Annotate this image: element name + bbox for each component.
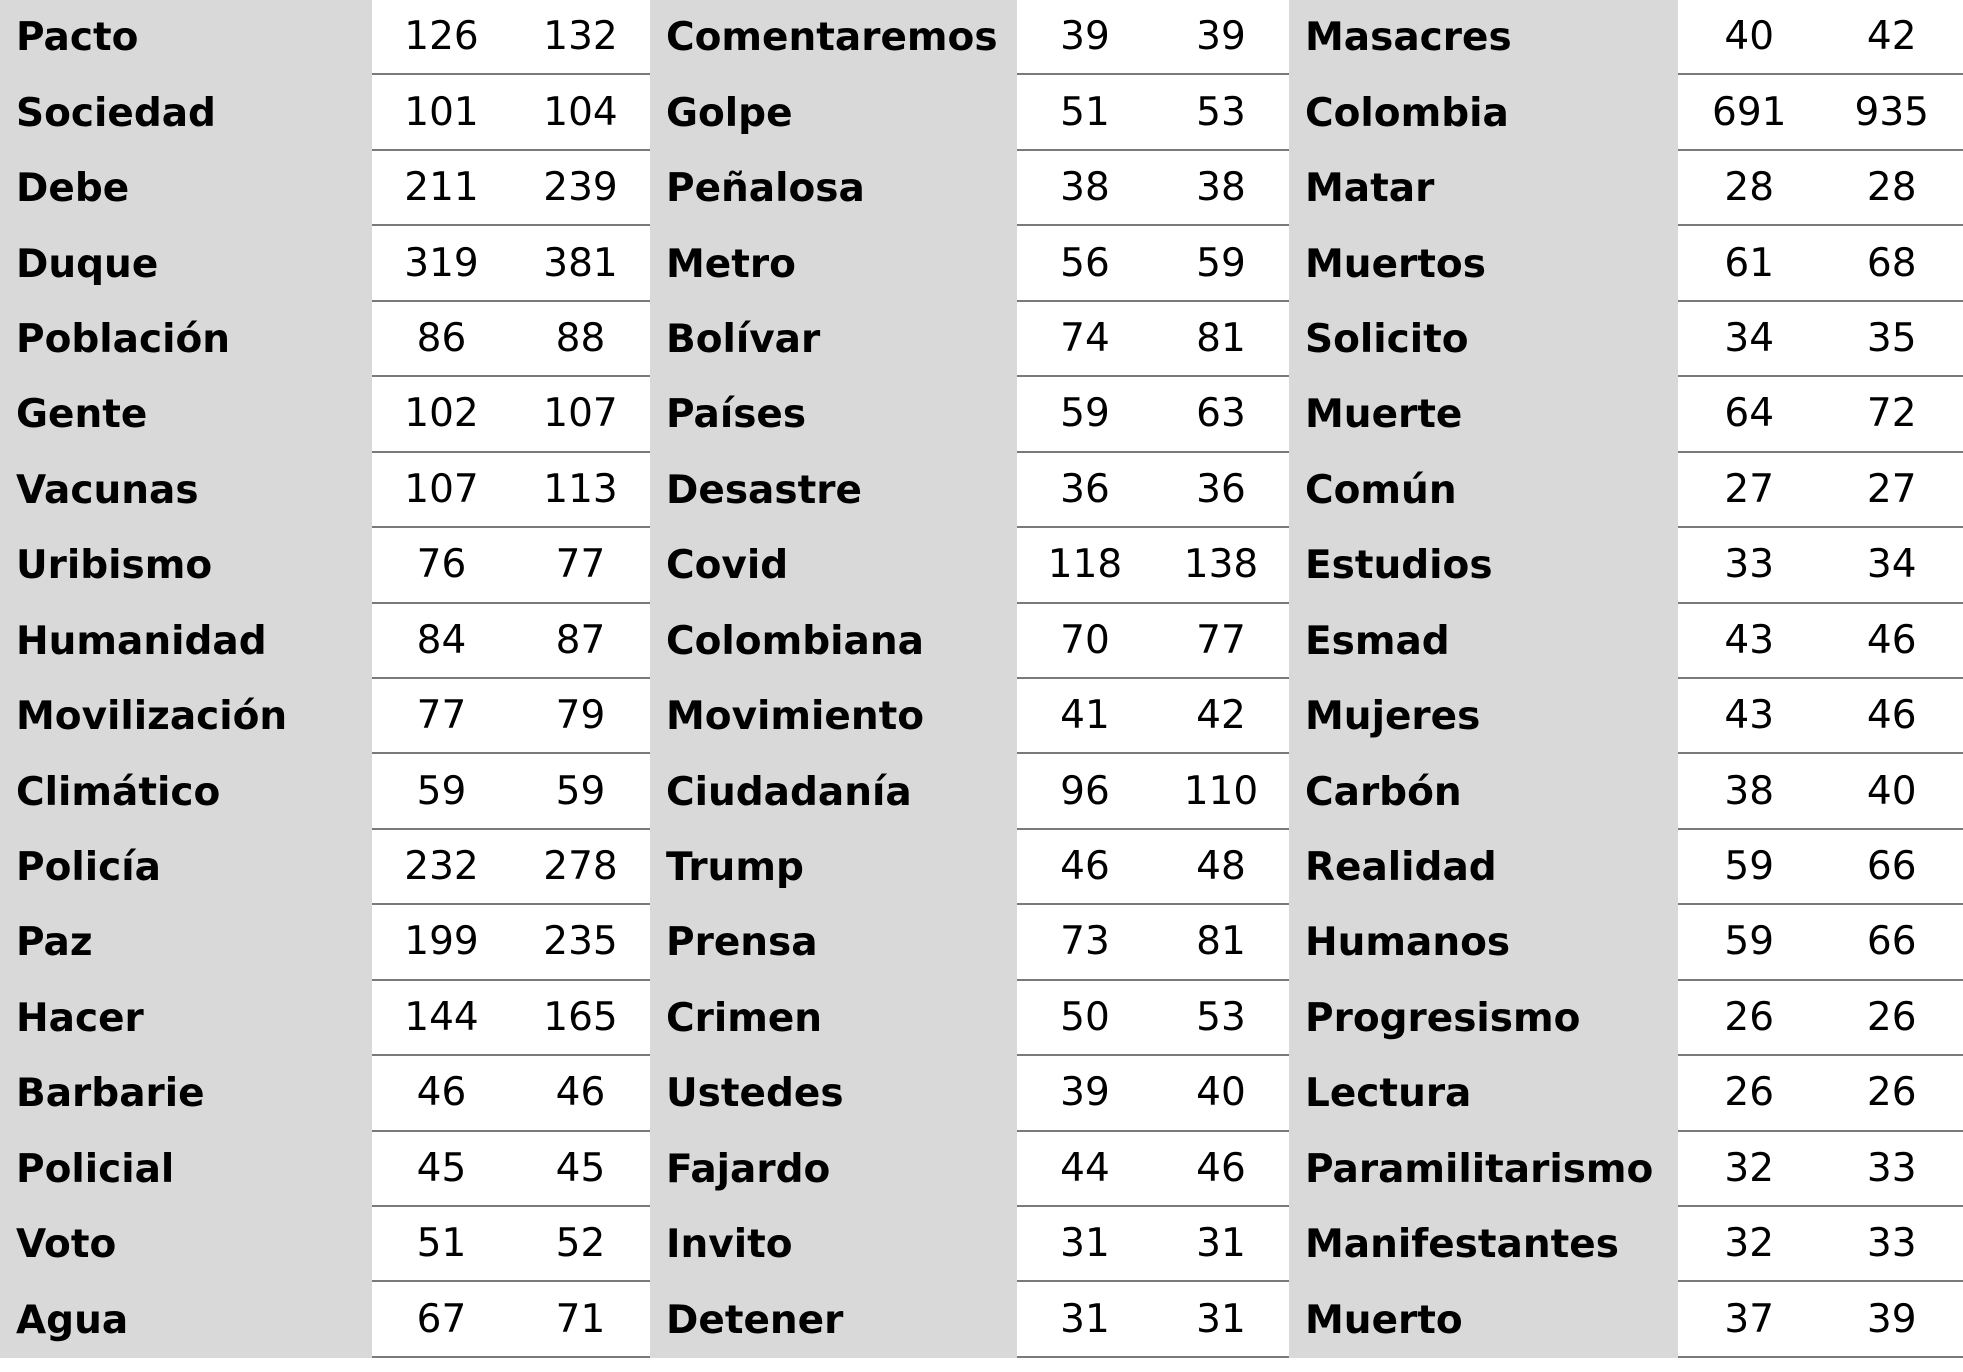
count-cells [372,377,650,452]
count-cells [1017,377,1289,452]
count-value-first: 96 [1060,768,1110,814]
term-label: Muerte [1289,377,1678,452]
term-label: Esmad [1289,604,1678,679]
table-row [650,1056,1289,1131]
count-cells [1017,1282,1289,1357]
count-value-second: 59 [1196,240,1246,286]
table-row [0,1132,650,1207]
count-cells [1678,1056,1963,1131]
count-value-first: 70 [1060,617,1110,663]
table-row [650,151,1289,226]
count-cells [372,679,650,754]
count-cells [1678,754,1963,829]
count-cells [1017,830,1289,905]
count-value-second: 72 [1866,391,1917,437]
table-row [0,377,650,452]
count-cells [1678,377,1963,452]
table-row [650,754,1289,829]
term-label: Colombiana [650,604,1017,679]
count-value-first: 41 [1060,693,1110,739]
count-cells [372,528,650,603]
term-label: Comentaremos [650,0,1017,75]
table-row [0,905,650,980]
count-value-second: 26 [1866,994,1917,1040]
count-value-second: 66 [1866,844,1917,890]
count-cells [372,75,650,150]
count-value-first: 144 [404,994,479,1040]
count-cells [1017,1207,1289,1282]
count-value-second: 935 [1854,89,1929,135]
count-value-second: 138 [1183,542,1259,588]
count-value-first: 45 [416,1145,467,1191]
term-label: Pacto [0,0,372,75]
count-value-first: 31 [1060,1221,1110,1267]
term-label: Humanos [1289,905,1678,980]
count-value-first: 59 [1724,844,1775,890]
count-value-first: 59 [416,768,467,814]
term-label: Policial [0,1132,372,1207]
term-label: Población [0,302,372,377]
table-row [1289,75,1963,150]
term-label: Detener [650,1282,1017,1357]
table-section-3 [1289,0,1963,1358]
term-label: Humanidad [0,604,372,679]
term-label: Carbón [1289,754,1678,829]
count-cells [1017,528,1289,603]
count-cells [1017,679,1289,754]
table-row [650,453,1289,528]
count-value-second: 46 [1866,693,1917,739]
table-row [1289,453,1963,528]
term-label: Golpe [650,75,1017,150]
count-value-second: 33 [1866,1221,1917,1267]
count-cells [372,151,650,226]
count-value-first: 43 [1724,617,1775,663]
table-row [1289,981,1963,1056]
count-value-first: 319 [404,240,479,286]
count-value-first: 64 [1724,391,1775,437]
count-cells [1678,75,1963,150]
count-value-second: 39 [1196,14,1246,60]
count-value-first: 56 [1060,240,1110,286]
count-cells [1678,905,1963,980]
count-value-first: 118 [1047,542,1123,588]
count-value-second: 59 [555,768,606,814]
count-cells [372,981,650,1056]
term-label: Movimiento [650,679,1017,754]
table-row [0,1056,650,1131]
count-cells [1678,302,1963,377]
table-row [0,830,650,905]
count-value-second: 46 [555,1070,606,1116]
table-row [1289,1207,1963,1282]
count-value-second: 38 [1196,165,1246,211]
count-value-second: 48 [1196,844,1246,890]
count-value-second: 239 [543,165,618,211]
count-value-first: 73 [1060,919,1110,965]
table-row [0,1282,650,1357]
count-cells [1017,151,1289,226]
count-value-second: 26 [1866,1070,1917,1116]
count-value-second: 31 [1196,1296,1246,1342]
table-row [0,226,650,301]
count-cells [372,226,650,301]
count-value-first: 39 [1060,1070,1110,1116]
term-label: Duque [0,226,372,301]
count-value-second: 104 [543,89,618,135]
count-value-first: 38 [1724,768,1775,814]
count-value-first: 61 [1724,240,1775,286]
count-cells [372,1207,650,1282]
count-value-second: 53 [1196,89,1246,135]
count-value-second: 45 [555,1145,606,1191]
count-cells [372,1132,650,1207]
count-value-first: 38 [1060,165,1110,211]
count-value-second: 46 [1866,617,1917,663]
count-value-second: 68 [1866,240,1917,286]
table-row [650,528,1289,603]
term-label: Solicito [1289,302,1678,377]
term-label: Paramilitarismo [1289,1132,1678,1207]
count-value-second: 77 [1196,617,1246,663]
count-cells [372,1282,650,1357]
term-label: Crimen [650,981,1017,1056]
term-label: Debe [0,151,372,226]
count-cells [1678,604,1963,679]
count-value-second: 53 [1196,994,1246,1040]
count-value-first: 102 [404,391,479,437]
count-cells [372,905,650,980]
count-cells [1017,1056,1289,1131]
table-row [1289,754,1963,829]
table-row [1289,377,1963,452]
term-label: Barbarie [0,1056,372,1131]
count-value-second: 63 [1196,391,1246,437]
term-label: Hacer [0,981,372,1056]
count-value-first: 40 [1724,14,1775,60]
count-cells [1017,754,1289,829]
count-value-first: 28 [1724,165,1775,211]
count-cells [1678,528,1963,603]
count-cells [372,302,650,377]
count-cells [1017,0,1289,75]
count-value-second: 66 [1866,919,1917,965]
table-row [650,226,1289,301]
table-row [0,981,650,1056]
count-cells [1017,226,1289,301]
count-cells [1017,981,1289,1056]
term-label: Ustedes [650,1056,1017,1131]
table-row [0,151,650,226]
count-value-first: 59 [1724,919,1775,965]
term-label: Manifestantes [1289,1207,1678,1282]
count-value-first: 101 [404,89,479,135]
term-label: Gente [0,377,372,452]
count-value-second: 46 [1196,1145,1246,1191]
table-row [1289,1056,1963,1131]
term-label: Colombia [1289,75,1678,150]
table-row [1289,528,1963,603]
count-cells [1678,1282,1963,1357]
table-row [0,528,650,603]
table-row [0,1207,650,1282]
table-row [1289,905,1963,980]
count-value-second: 39 [1866,1296,1917,1342]
term-label: Desastre [650,453,1017,528]
count-value-second: 52 [555,1221,606,1267]
count-cells [1678,151,1963,226]
count-value-first: 76 [416,542,467,588]
count-value-second: 87 [555,617,606,663]
count-cells [1678,226,1963,301]
count-cells [1678,679,1963,754]
term-label: Climático [0,754,372,829]
term-label: Sociedad [0,75,372,150]
count-value-first: 86 [416,315,467,361]
table-row [650,1132,1289,1207]
count-cells [372,830,650,905]
count-value-first: 36 [1060,466,1110,512]
count-value-first: 211 [404,165,479,211]
table-section-2 [650,0,1289,1358]
count-value-second: 81 [1196,919,1246,965]
count-cells [1678,453,1963,528]
count-cells [1017,1132,1289,1207]
count-value-first: 26 [1724,1070,1775,1116]
count-value-second: 42 [1866,14,1917,60]
table-row [650,302,1289,377]
table-row [0,754,650,829]
count-value-second: 77 [555,542,606,588]
count-value-second: 110 [1183,768,1259,814]
count-value-first: 84 [416,617,467,663]
count-value-first: 126 [404,14,479,60]
term-label: Masacres [1289,0,1678,75]
count-value-second: 381 [543,240,618,286]
table-row [1289,604,1963,679]
term-label: Estudios [1289,528,1678,603]
count-value-second: 278 [543,844,618,890]
term-label: Fajardo [650,1132,1017,1207]
term-label: Común [1289,453,1678,528]
count-cells [372,0,650,75]
count-value-second: 165 [543,994,618,1040]
table-row [650,981,1289,1056]
count-value-second: 81 [1196,315,1246,361]
term-label: Matar [1289,151,1678,226]
count-cells [1017,75,1289,150]
term-label: Movilización [0,679,372,754]
count-value-second: 36 [1196,466,1246,512]
term-label: Agua [0,1282,372,1357]
count-value-second: 31 [1196,1221,1246,1267]
count-value-first: 691 [1712,89,1787,135]
count-value-first: 39 [1060,14,1110,60]
term-label: Invito [650,1207,1017,1282]
count-cells [372,754,650,829]
count-cells [1678,1132,1963,1207]
count-value-first: 59 [1060,391,1110,437]
count-cells [1017,302,1289,377]
count-cells [372,1056,650,1131]
count-value-second: 235 [543,919,618,965]
term-label: Prensa [650,905,1017,980]
table-row [1289,1132,1963,1207]
term-label: Voto [0,1207,372,1282]
count-value-second: 34 [1866,542,1917,588]
table-row [650,679,1289,754]
count-value-second: 132 [543,14,618,60]
term-label: Vacunas [0,453,372,528]
table-row [0,75,650,150]
term-label: Policía [0,830,372,905]
count-value-second: 28 [1866,165,1917,211]
term-label: Mujeres [1289,679,1678,754]
count-value-second: 113 [543,466,618,512]
count-cells [1678,830,1963,905]
count-value-second: 88 [555,315,606,361]
table-row [650,1282,1289,1357]
count-value-first: 32 [1724,1221,1775,1267]
term-label: Lectura [1289,1056,1678,1131]
count-value-first: 31 [1060,1296,1110,1342]
count-value-first: 33 [1724,542,1775,588]
count-value-first: 26 [1724,994,1775,1040]
table-row [650,1207,1289,1282]
term-label: Trump [650,830,1017,905]
count-value-first: 44 [1060,1145,1110,1191]
count-value-first: 51 [416,1221,467,1267]
table-row [1289,302,1963,377]
term-label: Covid [650,528,1017,603]
table-row [0,302,650,377]
count-value-first: 43 [1724,693,1775,739]
count-value-first: 199 [404,919,479,965]
count-cells [1017,905,1289,980]
count-cells [1678,981,1963,1056]
table-row [1289,0,1963,75]
table-row [650,377,1289,452]
table-row [650,0,1289,75]
count-cells [372,604,650,679]
term-label: Ciudadanía [650,754,1017,829]
table-row [1289,1282,1963,1357]
count-value-first: 37 [1724,1296,1775,1342]
count-value-first: 74 [1060,315,1110,361]
term-label: Paz [0,905,372,980]
count-value-second: 71 [555,1296,606,1342]
count-cells [1017,453,1289,528]
table-row [0,453,650,528]
table-row [0,0,650,75]
table-row [1289,679,1963,754]
term-label: Muertos [1289,226,1678,301]
table-row [650,905,1289,980]
table-row [650,830,1289,905]
table-section-1 [0,0,650,1358]
count-value-first: 50 [1060,994,1110,1040]
table-row [650,604,1289,679]
count-value-first: 51 [1060,89,1110,135]
count-value-first: 46 [416,1070,467,1116]
count-value-first: 77 [416,693,467,739]
count-value-first: 27 [1724,466,1775,512]
term-label: Peñalosa [650,151,1017,226]
count-value-first: 46 [1060,844,1110,890]
count-cells [372,453,650,528]
table-row [1289,830,1963,905]
count-value-first: 34 [1724,315,1775,361]
table-row [1289,226,1963,301]
term-label: Países [650,377,1017,452]
count-value-second: 79 [555,693,606,739]
table-row [1289,151,1963,226]
term-label: Bolívar [650,302,1017,377]
count-value-second: 42 [1196,693,1246,739]
count-value-second: 35 [1866,315,1917,361]
term-label: Muerto [1289,1282,1678,1357]
count-cells [1678,0,1963,75]
term-label: Realidad [1289,830,1678,905]
term-label: Progresismo [1289,981,1678,1056]
count-value-second: 33 [1866,1145,1917,1191]
term-label: Metro [650,226,1017,301]
count-cells [1678,1207,1963,1282]
count-value-first: 232 [404,844,479,890]
count-value-first: 67 [416,1296,467,1342]
count-value-first: 107 [404,466,479,512]
table-row [0,679,650,754]
term-label: Uribismo [0,528,372,603]
count-value-second: 27 [1866,466,1917,512]
count-cells [1017,604,1289,679]
table-row [650,75,1289,150]
count-value-second: 40 [1866,768,1917,814]
count-value-first: 32 [1724,1145,1775,1191]
count-value-second: 107 [543,391,618,437]
count-value-second: 40 [1196,1070,1246,1116]
table-row [0,604,650,679]
